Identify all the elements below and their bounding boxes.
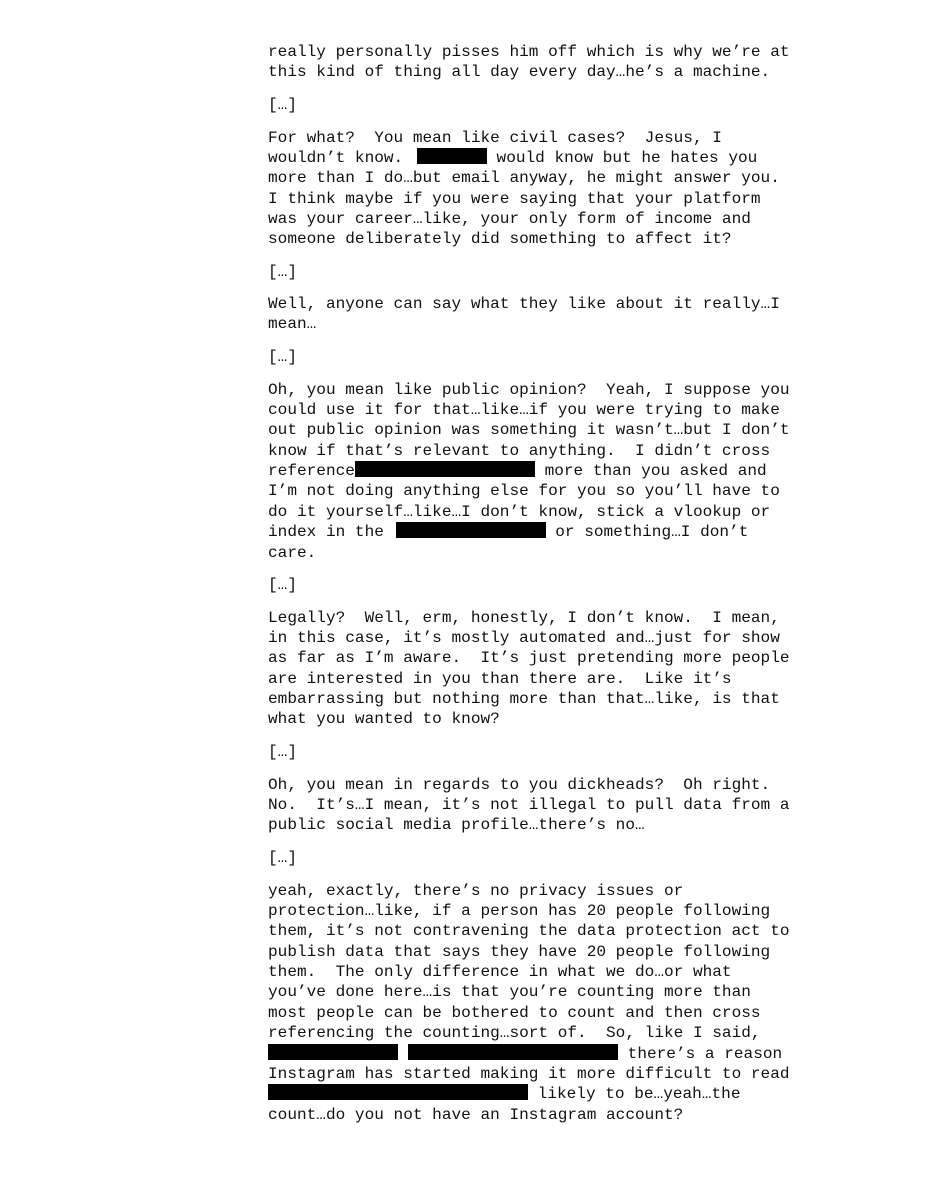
text-line: Legally? Well, erm, honestly, I don’t know. I mean, xyxy=(268,609,780,627)
text-line: I think maybe if you were saying that your platform xyxy=(268,190,761,208)
text-line: most people can be bothered to count and then cross xyxy=(268,1004,761,1022)
omission-marker: […] xyxy=(268,849,297,867)
text-segment: index in the xyxy=(268,523,394,541)
text-line: Oh, you mean like public opinion? Yeah, I suppose you xyxy=(268,381,790,399)
omission-marker: […] xyxy=(268,96,297,114)
text-line: could use it for that…like…if you were trying to make xyxy=(268,401,780,419)
omission-marker: […] xyxy=(268,263,297,281)
text-line: do it yourself…like…I don’t know, stick a vlookup or xyxy=(268,503,771,521)
transcript-page xyxy=(268,0,868,1200)
redaction-bar xyxy=(355,461,535,477)
omission-marker: […] xyxy=(268,348,297,366)
text-line: Instagram has started making it more difficult to read xyxy=(268,1065,790,1083)
text-line: publish data that says they have 20 people following xyxy=(268,943,771,961)
text-line xyxy=(268,1084,740,1104)
text-segment: would know but he hates you xyxy=(486,149,758,167)
redaction-bar xyxy=(417,148,487,164)
text-line: care. xyxy=(268,544,317,562)
text-line xyxy=(268,1044,782,1064)
text-line xyxy=(268,522,748,542)
redaction-bar xyxy=(408,1044,618,1060)
text-line: No. It’s…I mean, it’s not illegal to pull data from a xyxy=(268,796,790,814)
text-line: in this case, it’s mostly automated and…just for show xyxy=(268,629,780,647)
text-line: them. The only difference in what we do…or what xyxy=(268,963,732,981)
text-line: yeah, exactly, there’s no privacy issues or xyxy=(268,882,684,900)
text-line: referencing the counting…sort of. So, like I said, xyxy=(268,1024,761,1042)
text-line: as far as I’m aware. It’s just pretending more people xyxy=(268,649,790,667)
redaction-bar xyxy=(268,1044,398,1060)
text-line: them, it’s not contravening the data protection act to xyxy=(268,922,790,940)
text-line: protection…like, if a person has 20 people following xyxy=(268,902,771,920)
text-line: are interested in you than there are. Like it’s xyxy=(268,670,732,688)
text-line: what you wanted to know? xyxy=(268,710,500,728)
text-line: embarrassing but nothing more than that…like, is that xyxy=(268,690,780,708)
text-line xyxy=(268,461,767,481)
text-segment: reference xyxy=(268,462,355,480)
omission-marker: […] xyxy=(268,576,297,594)
text-line: public social media profile…there’s no… xyxy=(268,816,645,834)
text-line: For what? You mean like civil cases? Jesus, I xyxy=(268,129,722,147)
text-line: someone deliberately did something to affect it? xyxy=(268,230,732,248)
text-line: I’m not doing anything else for you so you’ll have to xyxy=(268,482,780,500)
text-line: more than I do…but email anyway, he might answer you. xyxy=(268,169,780,187)
redaction-bar xyxy=(268,1084,528,1100)
text-line: really personally pisses him off which is why we’re at xyxy=(268,43,790,61)
text-line: know if that’s relevant to anything. I didn’t cross xyxy=(268,442,771,460)
omission-marker: […] xyxy=(268,743,297,761)
text-line: was your career…like, your only form of income and xyxy=(268,210,751,228)
text-line: count…do you not have an Instagram account? xyxy=(268,1106,684,1124)
redaction-bar xyxy=(396,522,546,538)
text-line: Well, anyone can say what they like about it really…I xyxy=(268,295,780,313)
text-line xyxy=(268,148,757,168)
text-line: out public opinion was something it wasn’t…but I don’t xyxy=(268,421,790,439)
text-line: Oh, you mean in regards to you dickheads? Oh right. xyxy=(268,776,771,794)
text-segment: or something…I don’t xyxy=(545,523,749,541)
text-segment: likely to be…yeah…the xyxy=(528,1085,741,1103)
text-line: you’ve done here…is that you’re counting more than xyxy=(268,983,751,1001)
text-line: mean… xyxy=(268,315,317,333)
text-segment: there’s a reason xyxy=(618,1045,783,1063)
text-segment: more than you asked and xyxy=(534,462,767,480)
text-segment: wouldn’t know. xyxy=(268,149,413,167)
text-line: this kind of thing all day every day…he’s a machine. xyxy=(268,63,771,81)
